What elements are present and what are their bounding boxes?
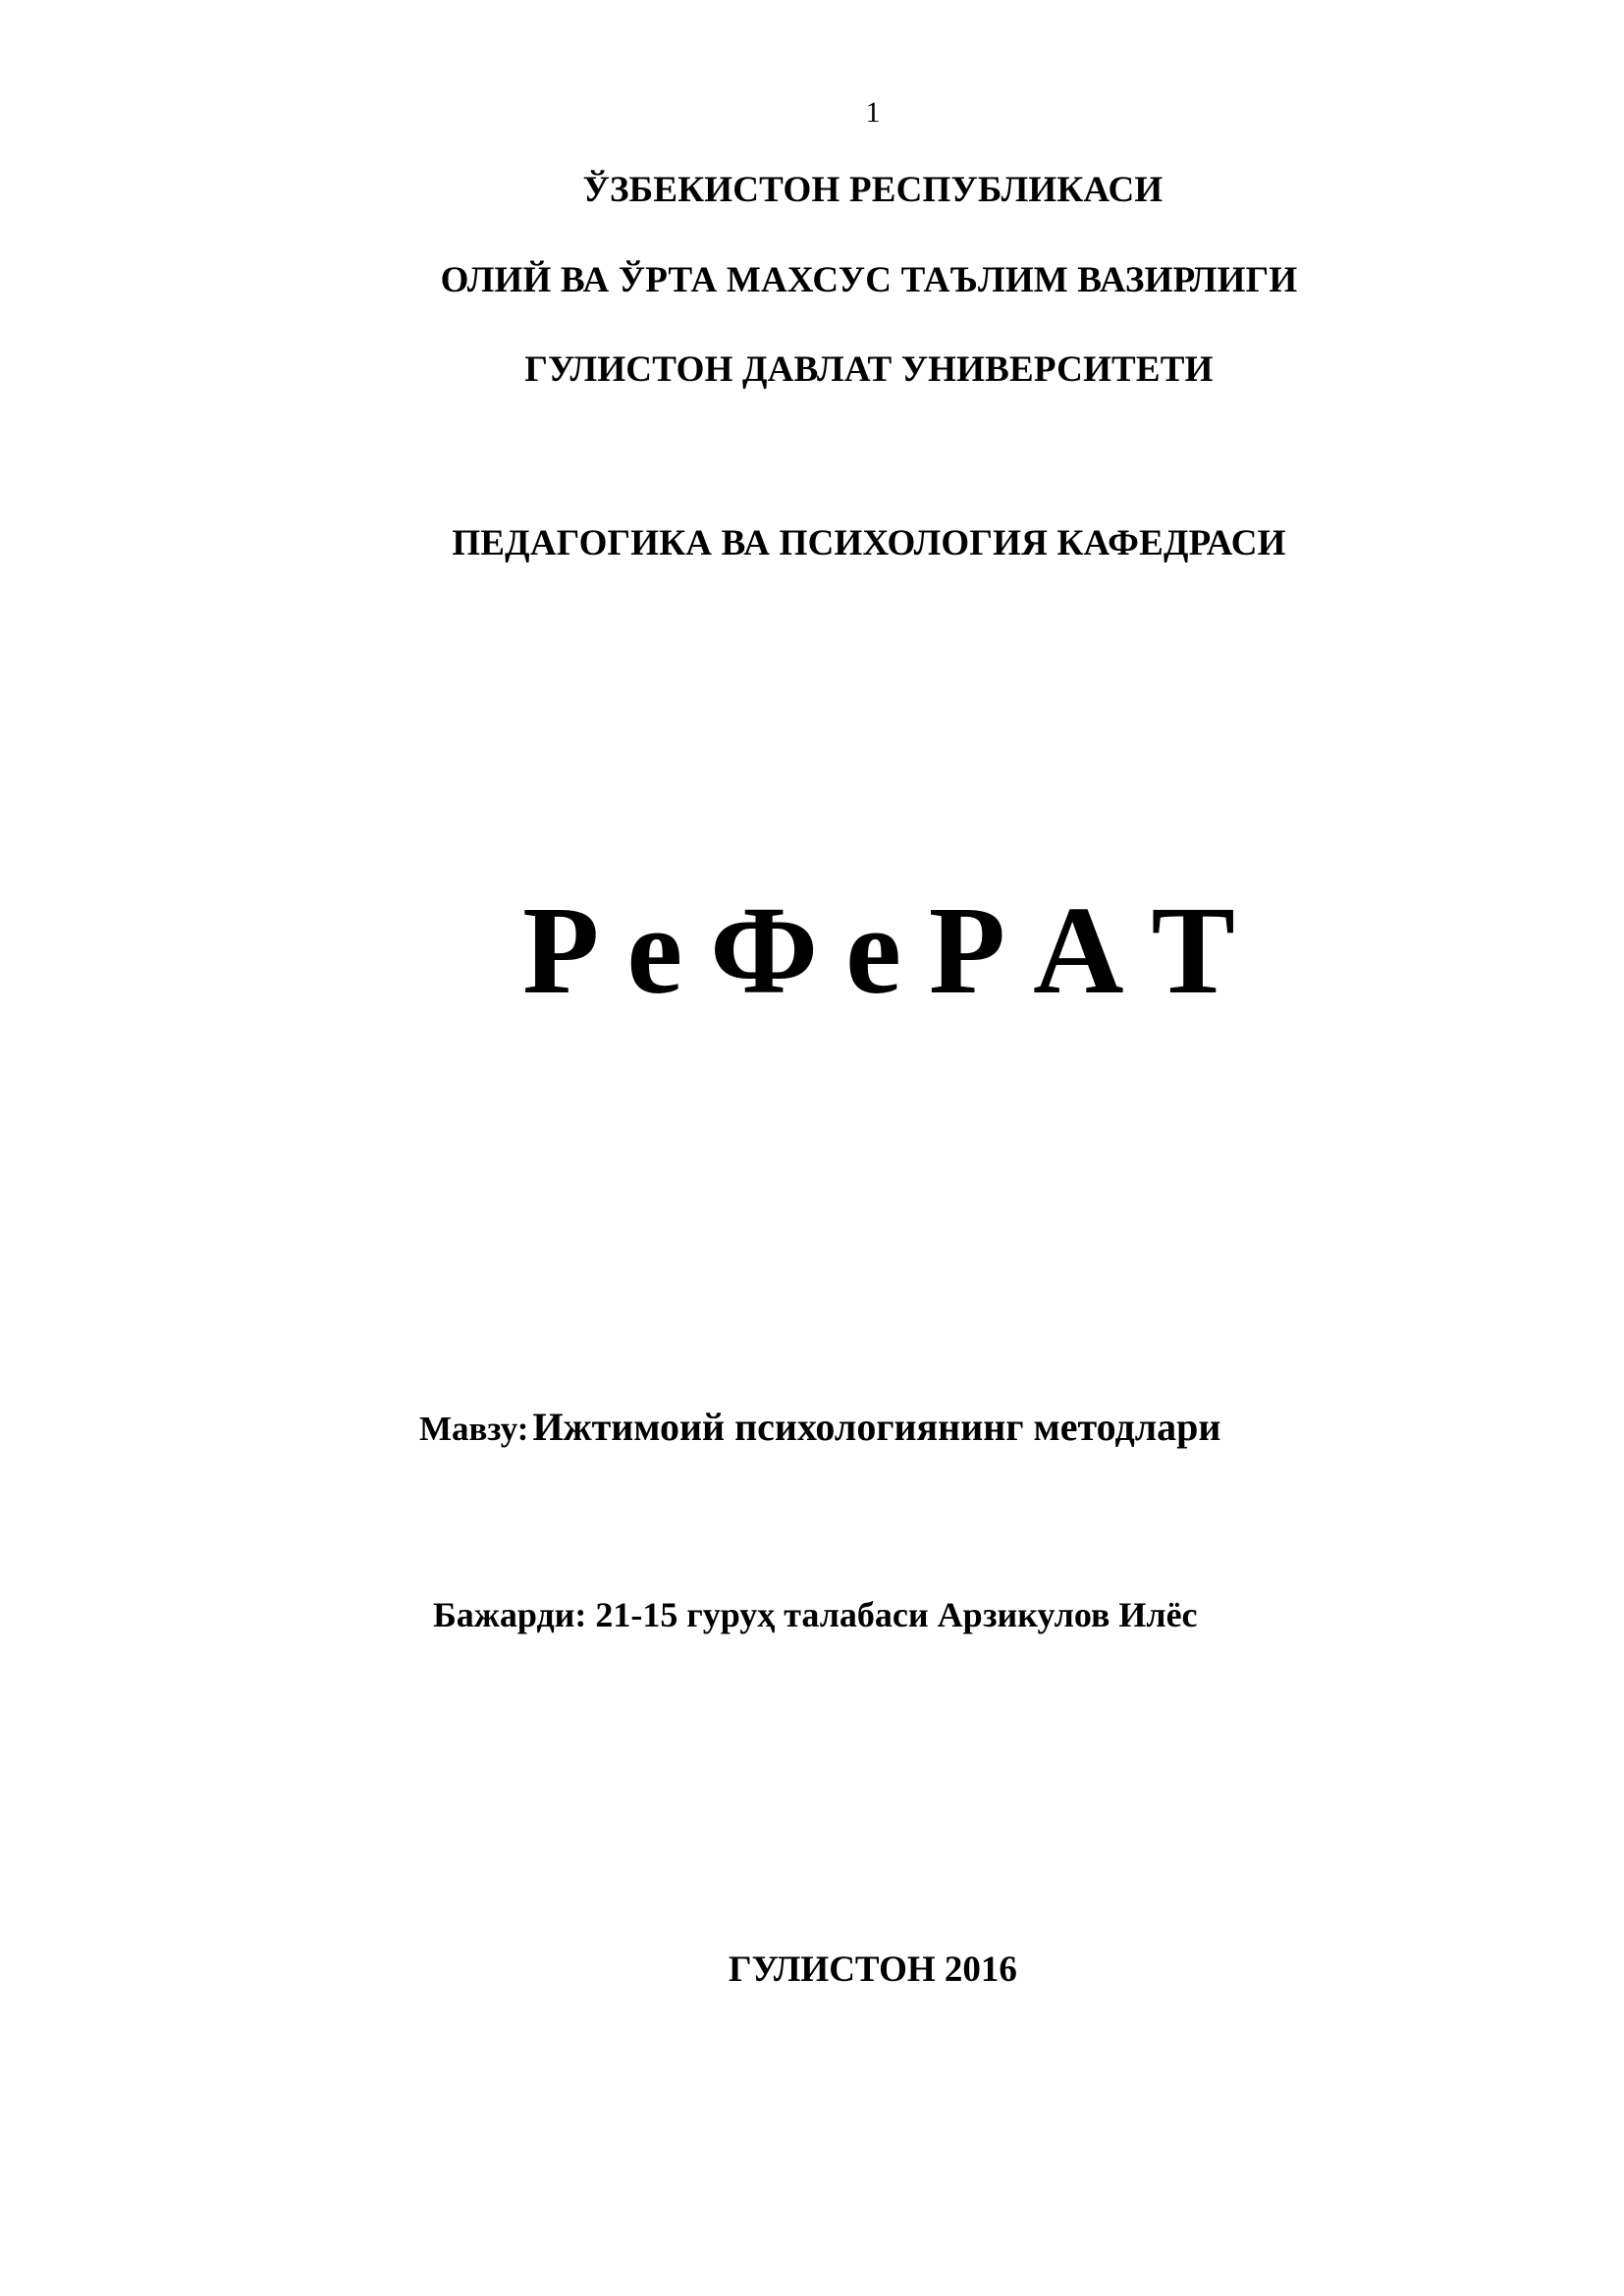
performer-line: Бажарди: 21-15 гуруҳ талабаси Арзикулов Илёс [433,1595,1198,1634]
title-letter: Т [1151,881,1235,1020]
title-letter: А [1033,881,1124,1020]
document-title [29,879,1624,1023]
header-department: ПЕДАГОГИКА ВА ПСИХОЛОГИЯ КАФЕДРАСИ [452,523,1286,563]
title-letter: е [845,881,901,1020]
footer-city-year: ГУЛИСТОН 2016 [729,1949,1017,1990]
header-ministry: ОЛИЙ ВА ЎРТА МАХСУС ТАЪЛИМ ВАЗИРЛИГИ [440,260,1298,300]
topic-value: Ижтимоий психологиянинг методлари [532,1405,1221,1449]
topic-label: Мавзу: [419,1410,529,1448]
title-letter: Р [928,881,1006,1020]
title-letter: Р [522,881,600,1020]
topic-line [419,1404,1401,1450]
header-country: ЎЗБЕКИСТОН РЕСПУБЛИКАСИ [582,170,1164,210]
header-university: ГУЛИСТОН ДАВЛАТ УНИВЕРСИТЕТИ [524,349,1214,390]
page-number: 1 [865,96,881,129]
title-letter: е [626,881,683,1020]
title-letter: Ф [710,881,819,1020]
